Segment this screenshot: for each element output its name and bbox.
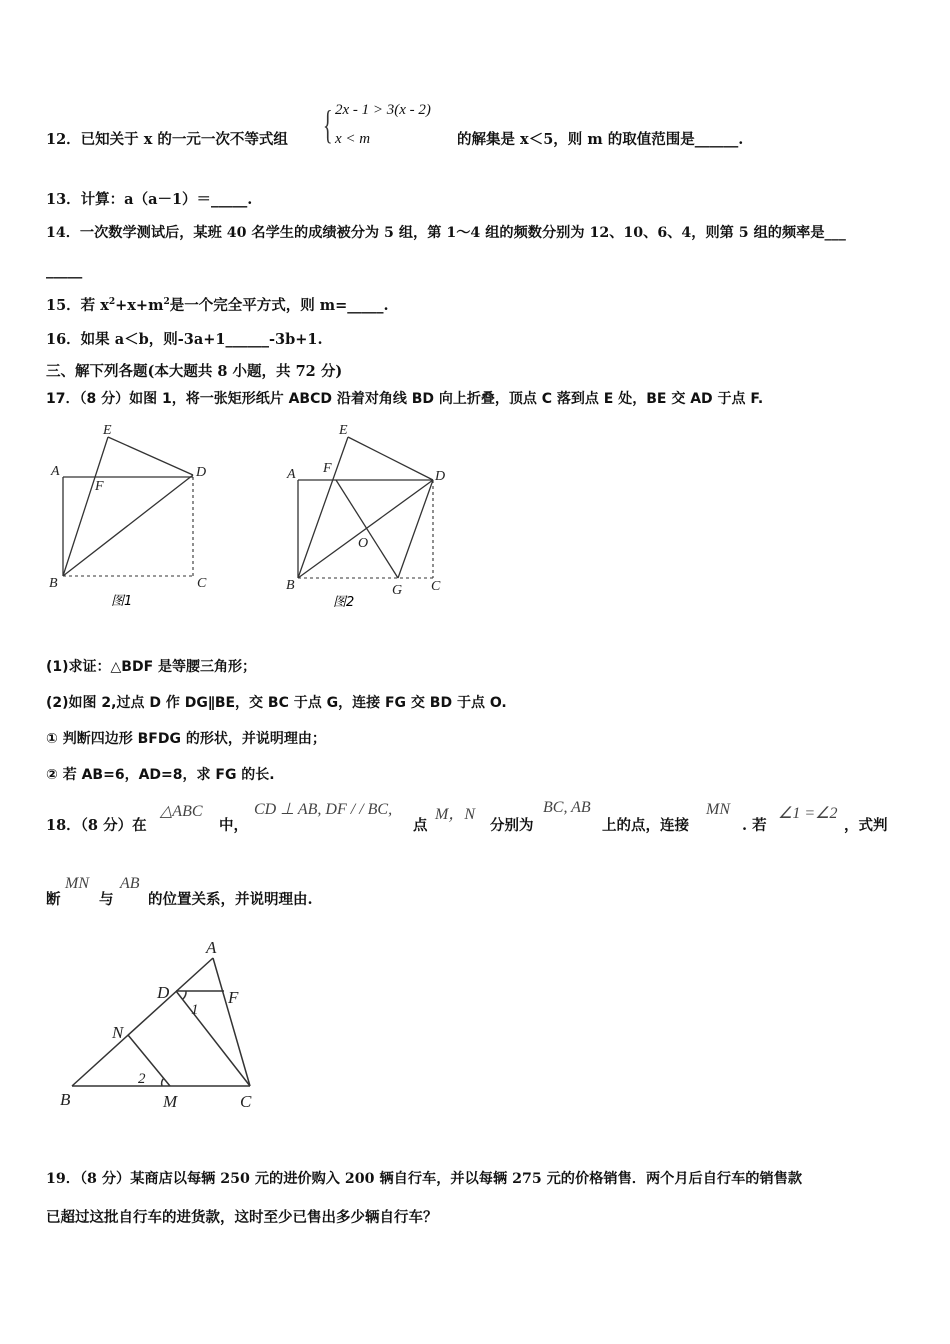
inequality-system: [323, 100, 458, 154]
q18-mn2: MN: [706, 801, 730, 818]
q18-line2-post: 的位置关系，并说明理由.: [148, 891, 313, 908]
label-b: B: [49, 576, 58, 591]
q18-line2-pre: 断: [46, 891, 61, 908]
label-b: B: [60, 1090, 71, 1109]
q18-bc-ab: BC, AB: [543, 799, 591, 816]
side-ba: [72, 958, 213, 1086]
label-d: D: [157, 983, 170, 1002]
section-3-title: 三、解下列各题(本大题共 8 小题，共 72 分): [46, 363, 343, 380]
q19-line1: 19．（8 分）某商店以每辆 250 元的进价购入 200 辆自行车，并以每辆 275 元的价格销售．两个月后自行车的销售款: [46, 1171, 803, 1187]
q15-sup1: 2: [108, 297, 116, 308]
q14-line2: _____: [46, 262, 83, 279]
segment-cd: [176, 991, 250, 1086]
segment-fg: [336, 480, 398, 578]
q14-line1: 14．一次数学测试后，某班 40 名学生的成绩被分为 5 组，第 1～4 组的频数分别为 12、10、6、4，则第 5 组的频率是___: [46, 225, 846, 241]
label-a: A: [51, 464, 60, 479]
q15-sup2: 2: [163, 297, 170, 308]
label-angle-2: 2: [138, 1071, 146, 1087]
q18-shipan: ，式判: [844, 817, 888, 834]
q18-ruo: . 若: [742, 817, 767, 834]
label-g: G: [392, 583, 403, 598]
segment-ed: [108, 437, 193, 475]
q17-part2a: ① 判断四边形 BFDG 的形状，并说明理由；: [46, 731, 326, 747]
segment-dg: [398, 480, 433, 578]
q18-triangle: △ABC: [160, 803, 203, 820]
inequality-2: x < m: [335, 131, 371, 147]
label-m: M: [163, 1092, 178, 1111]
q12-suffix: 的解集是 x＜5，则 m 的取值范围是______.: [457, 131, 744, 148]
q18-dian: 点: [413, 817, 428, 834]
label-e: E: [103, 423, 112, 438]
angle-2-arc: [162, 1078, 164, 1086]
q17-figure-1: [40, 420, 225, 620]
q18-shang: 上的点，连接: [602, 817, 689, 834]
label-n: N: [112, 1023, 124, 1042]
q13: 13．计算：a（a－1）＝_____.: [46, 191, 253, 208]
label-b: B: [286, 578, 295, 593]
q15-post: 是一个完全平方式，则 m=_____.: [169, 297, 389, 314]
angle-1-arc: [183, 991, 186, 999]
figure-1-caption: 图1: [111, 594, 133, 609]
label-c: C: [240, 1092, 252, 1111]
label-f: F: [95, 479, 104, 494]
q18-condition: CD ⊥ AB, DF / / BC,: [254, 801, 393, 818]
segment-be: [298, 437, 348, 578]
q18-mn: M，N: [435, 806, 476, 823]
q16: 16．如果 a＜b，则-3a+1______-3b+1.: [46, 331, 323, 348]
label-d: D: [435, 469, 446, 484]
figure-2-caption: 图2: [333, 595, 355, 610]
q18-figure: [50, 935, 280, 1115]
brace-icon: {: [323, 102, 333, 147]
q18-angles: ∠1 =∠2: [778, 805, 838, 822]
inequality-1: 2x - 1 > 3(x - 2): [335, 102, 431, 118]
label-d: D: [196, 465, 207, 480]
q17-part2: (2)如图 2,过点 D 作 DG∥BE，交 BC 于点 G，连接 FG 交 BD 于点 O.: [46, 695, 507, 711]
label-f: F: [323, 461, 332, 476]
label-f: F: [228, 988, 239, 1007]
side-ac: [213, 958, 250, 1086]
q15-pre: 15．若 x: [46, 297, 109, 314]
label-e: E: [339, 423, 348, 438]
q15-mid: +x+m: [115, 297, 164, 314]
q18-mn3: MN: [65, 875, 89, 892]
q17-part1: (1)求证：△BDF 是等腰三角形；: [46, 659, 257, 675]
q18-prefix: 18．（8 分）在: [46, 817, 147, 834]
q19-line2: 已超过这批自行车的进货款，这时至少已售出多少辆自行车？: [46, 1209, 438, 1226]
q15: [46, 294, 389, 315]
label-angle-1: 1: [191, 1002, 199, 1018]
q18-ab: AB: [120, 875, 140, 892]
q18-yu: 与: [99, 891, 114, 908]
q17-figure-2: [280, 420, 465, 620]
label-o: O: [358, 536, 369, 551]
q18-zhong: 中，: [219, 817, 248, 834]
q12-prefix: 12．已知关于 x 的一元一次不等式组: [46, 131, 288, 148]
diagonal-bd: [63, 475, 193, 576]
label-c: C: [197, 576, 207, 591]
label-c: C: [431, 579, 441, 594]
label-a: A: [287, 467, 296, 482]
q18-fenbie: 分别为: [490, 817, 534, 834]
q17-part2b: ② 若 AB=6，AD=8，求 FG 的长.: [46, 767, 275, 783]
q17-stem: 17．（8 分）如图 1，将一张矩形纸片 ABCD 沿着对角线 BD 向上折叠，顶点 C 落到点 E 处，BE 交 AD 于点 F.: [46, 391, 764, 407]
segment-ed: [348, 437, 433, 480]
diagonal-bd: [298, 480, 433, 578]
segment-be: [63, 437, 108, 576]
label-a: A: [206, 938, 217, 957]
